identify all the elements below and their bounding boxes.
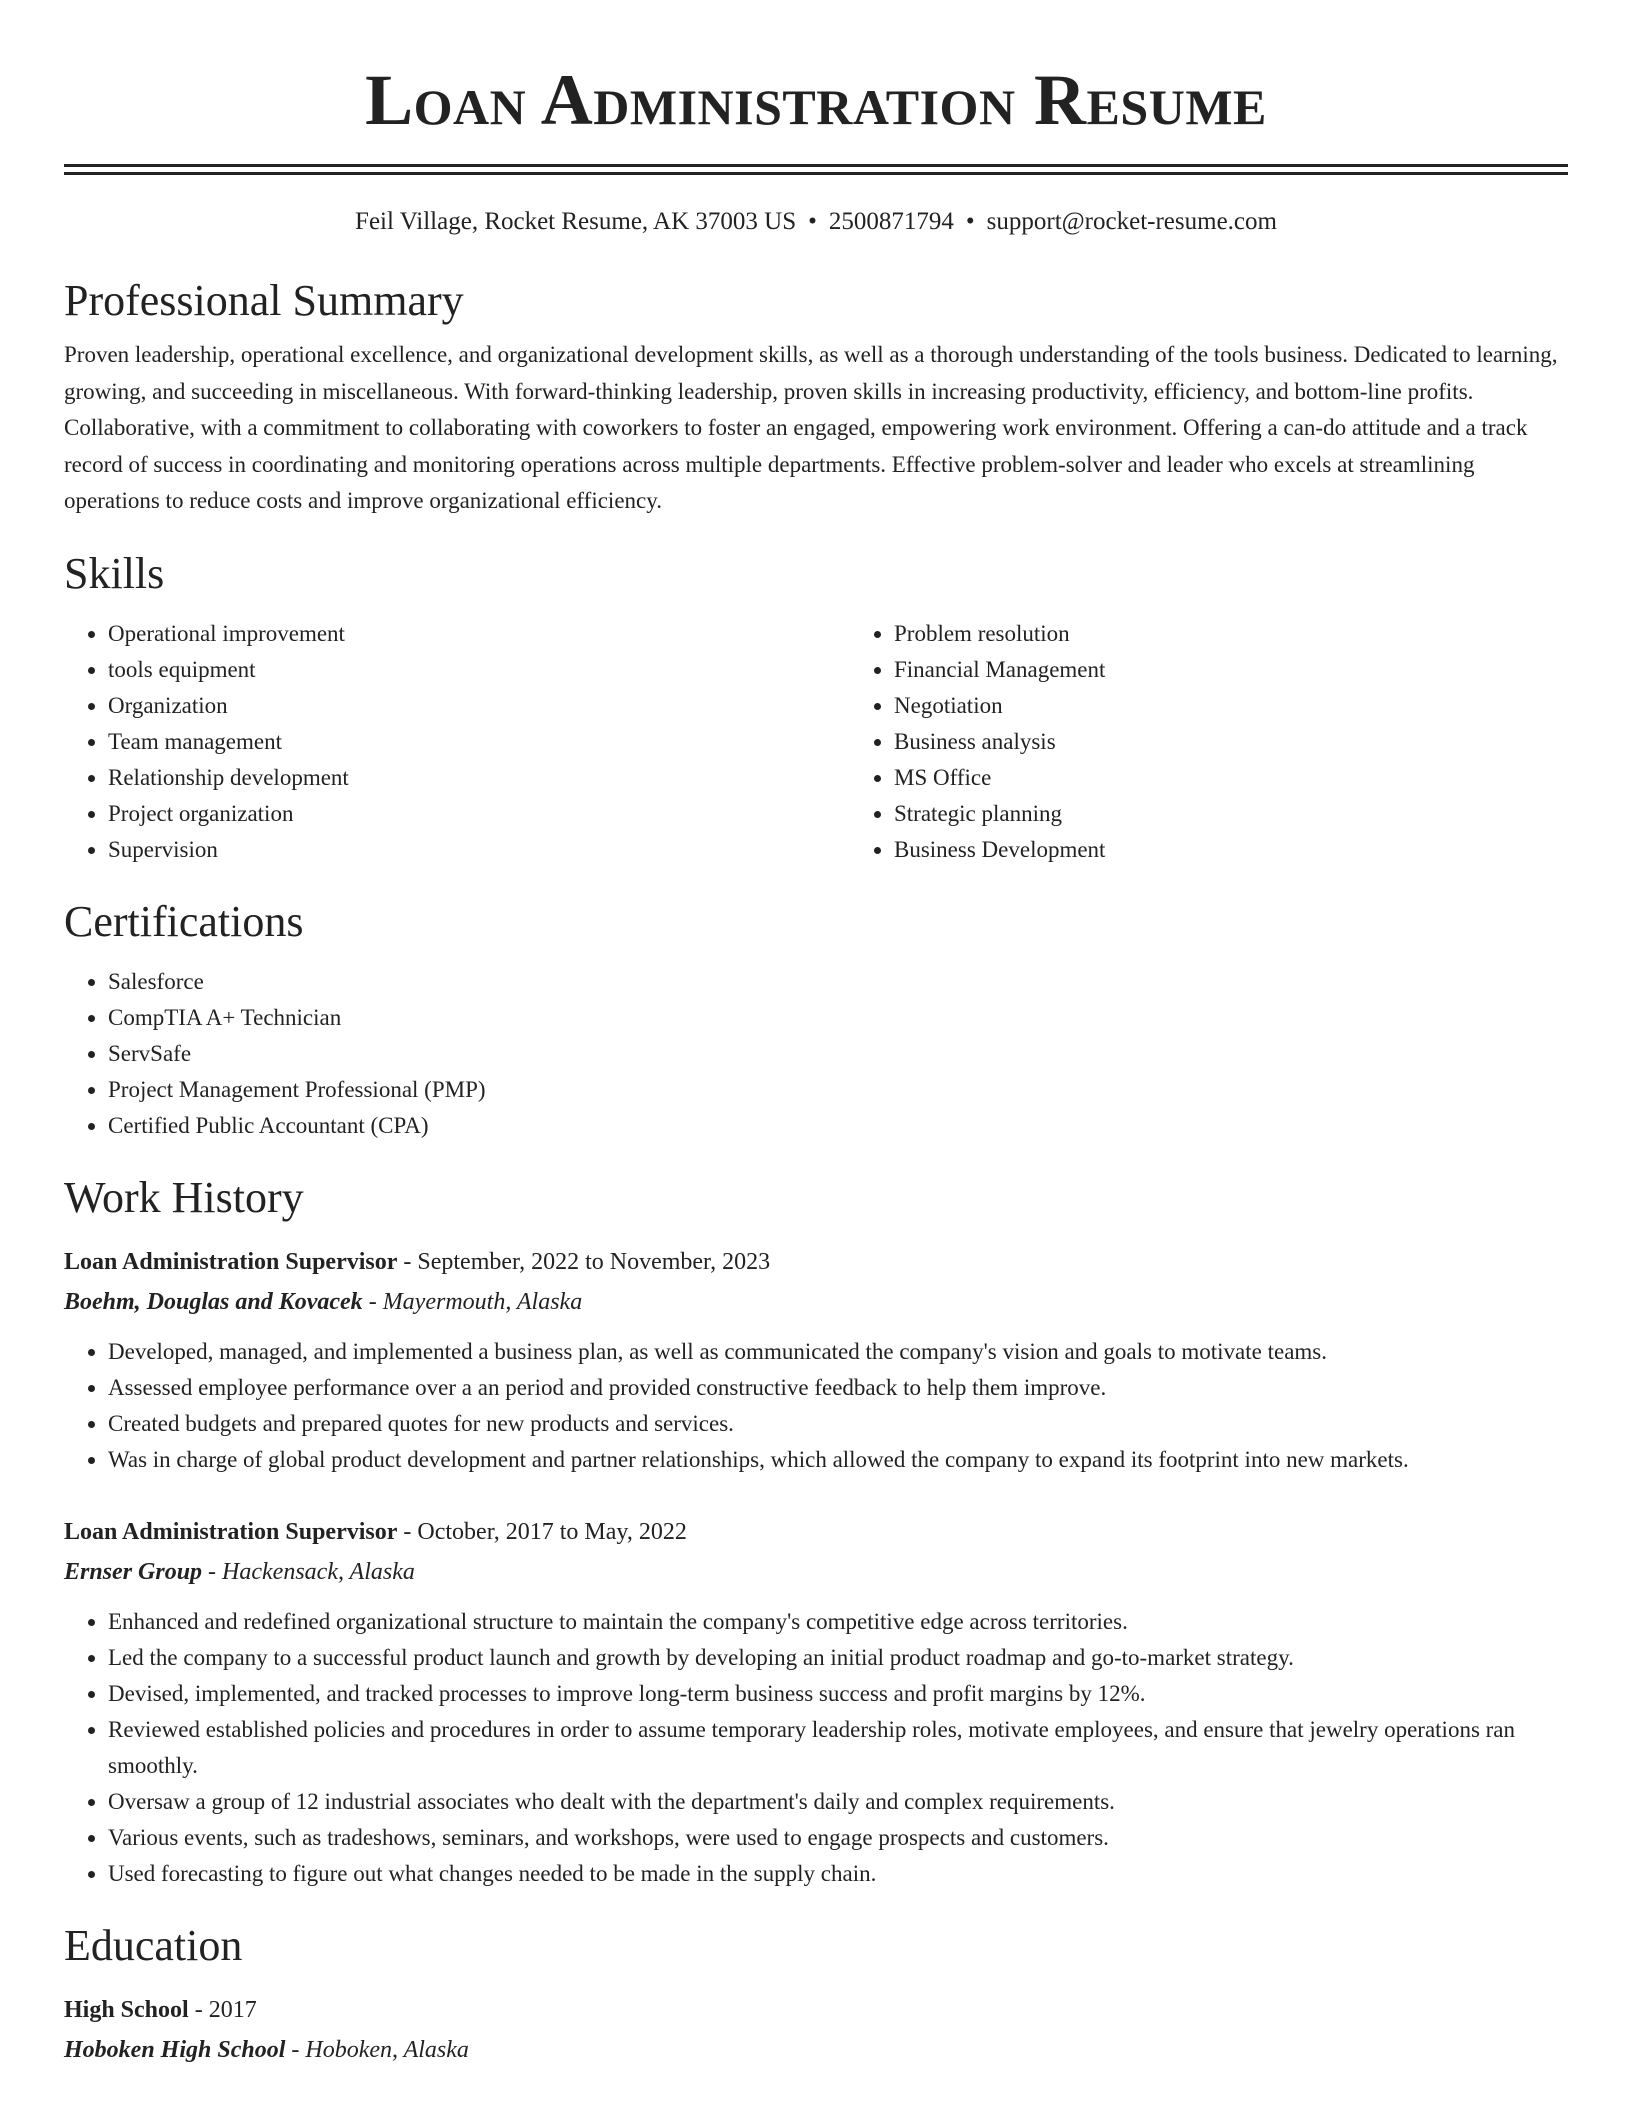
- job-dates: October, 2017 to May, 2022: [417, 1518, 687, 1545]
- job-bullet: • Oversaw a group of 12 industrial associates who dealt with the department's daily and complex requirements.: [108, 1784, 1568, 1820]
- work-history-section: [64, 1170, 1568, 1892]
- skill-item: • Organization: [108, 688, 850, 724]
- contact-address: Feil Village, Rocket Resume, AK 37003 US: [355, 208, 797, 235]
- job-bullet: • Developed, managed, and implemented a business plan, as well as communicated the company's vision and goals to motivate teams.: [108, 1334, 1568, 1370]
- contact-separator: •: [965, 208, 975, 235]
- certification-item: • Certified Public Accountant (CPA): [108, 1108, 1568, 1144]
- certifications-section: [64, 894, 1568, 1144]
- job-dates: September, 2022 to November, 2023: [417, 1248, 771, 1275]
- job-bullet: • Enhanced and redefined organizational structure to maintain the company's competitive edge across territories.: [108, 1604, 1568, 1640]
- skills-columns: [64, 602, 1568, 868]
- job-title-line: Loan Administration Supervisor - October, 2017 to May, 2022: [64, 1518, 687, 1545]
- job-bullet: • Was in charge of global product development and partner relationships, which allowed the company to expand its footprint into new markets.: [108, 1442, 1568, 1478]
- education-school: Hoboken High School: [64, 2036, 286, 2063]
- job-location: Mayermouth, Alaska: [382, 1288, 583, 1315]
- skill-item: • Problem resolution: [894, 616, 1632, 652]
- skill-item: • Relationship development: [108, 760, 850, 796]
- certification-item: • CompTIA A+ Technician: [108, 1000, 1568, 1036]
- education-entry: [64, 1990, 1568, 2070]
- job-bullet: • Led the company to a successful product launch and growth by developing an initial product roadmap and go-to-market strategy.: [108, 1640, 1568, 1676]
- work-history-heading: Work History: [64, 1172, 304, 1222]
- skill-item: • Project organization: [108, 796, 850, 832]
- contact-email: support@rocket-resume.com: [986, 208, 1277, 235]
- job-bullet: • Various events, such as tradeshows, seminars, and workshops, were used to engage prospects and customers.: [108, 1820, 1568, 1856]
- certification-item: • Project Management Professional (PMP): [108, 1072, 1568, 1108]
- summary-section: [64, 273, 1568, 520]
- job-bullet: • Assessed employee performance over a an period and provided constructive feedback to help them improve.: [108, 1370, 1568, 1406]
- education-location: Hoboken, Alaska: [305, 2036, 469, 2063]
- contact-separator: •: [808, 208, 817, 235]
- certifications-heading: Certifications: [64, 896, 304, 946]
- job-title: Loan Administration Supervisor: [64, 1518, 398, 1545]
- title-divider: [64, 164, 1568, 175]
- summary-heading: Professional Summary: [64, 276, 464, 325]
- job-employer: Ernser Group: [64, 1558, 203, 1585]
- resume-title: Loan Administration Resume: [365, 60, 1267, 140]
- skill-item: • Business analysis: [894, 724, 1632, 760]
- skill-item: • Negotiation: [894, 688, 1632, 724]
- job-employer-line: Ernser Group - Hackensack, Alaska: [64, 1558, 415, 1585]
- job-bullets: [64, 1604, 1568, 1892]
- skills-section: [64, 546, 1568, 868]
- job-bullets: [64, 1334, 1568, 1478]
- education-school-line: Hoboken High School - Hoboken, Alaska: [64, 2036, 469, 2063]
- job-entry: [64, 1242, 1568, 1478]
- certifications-list: [64, 964, 1568, 1144]
- job-employer-line: Boehm, Douglas and Kovacek - Mayermouth, Alaska: [64, 1288, 583, 1315]
- skills-heading: Skills: [64, 548, 165, 598]
- contact-line: [64, 205, 1568, 239]
- skills-list-left: [64, 616, 850, 868]
- certification-item: • Salesforce: [108, 964, 1568, 1000]
- skills-list-right: [850, 616, 1632, 868]
- skill-item: • tools equipment: [108, 652, 850, 688]
- job-bullet: • Created budgets and prepared quotes for new products and services.: [108, 1406, 1568, 1442]
- job-title-line: Loan Administration Supervisor - September, 2022 to November, 2023: [64, 1248, 771, 1275]
- skill-item: • Operational improvement: [108, 616, 850, 652]
- certification-item: • ServSafe: [108, 1036, 1568, 1072]
- education-heading: Education: [64, 1920, 243, 1970]
- job-bullet: • Devised, implemented, and tracked processes to improve long-term business success and profit margins by 12%.: [108, 1676, 1568, 1712]
- job-location: Hackensack, Alaska: [222, 1558, 415, 1585]
- education-degree-line: High School - 2017: [64, 1996, 257, 2023]
- job-employer: Boehm, Douglas and Kovacek: [64, 1288, 363, 1315]
- education-section: [64, 1918, 1568, 2070]
- skill-item: • Strategic planning: [894, 796, 1632, 832]
- skill-item: • Business Development: [894, 832, 1632, 868]
- summary-text: Proven leadership, operational excellence, and organizational development skills, as well as a thorough understanding of the tools business. Dedicated to learning, growing, and succeeding in miscellaneous. With forward-thinking leadership, proven skills in increasing productivity, efficiency, and bottom-line profits. Collaborative, with a commitment to collaborating with coworkers to foster an engaged, empowering work environment. Offering a can-do attitude and a track record of success in coordinating and monitoring operations across multiple departments. Effective problem-solver and leader who excels at streamlining operations to reduce costs and improve organizational efficiency.: [64, 342, 1558, 513]
- job-title: Loan Administration Supervisor: [64, 1248, 398, 1275]
- skill-item: • Supervision: [108, 832, 850, 868]
- skill-item: • MS Office: [894, 760, 1632, 796]
- skill-item: • Team management: [108, 724, 850, 760]
- job-bullet: • Used forecasting to figure out what changes needed to be made in the supply chain.: [108, 1856, 1568, 1892]
- contact-phone: 2500871794: [828, 208, 954, 235]
- job-bullet: • Reviewed established policies and procedures in order to assume temporary leadership roles, motivate employees, and ensure that jewelry operations ran smoothly.: [108, 1712, 1568, 1784]
- education-year: 2017: [208, 1996, 257, 2023]
- education-degree: High School: [64, 1996, 189, 2023]
- skill-item: • Financial Management: [894, 652, 1632, 688]
- job-entry: [64, 1512, 1568, 1892]
